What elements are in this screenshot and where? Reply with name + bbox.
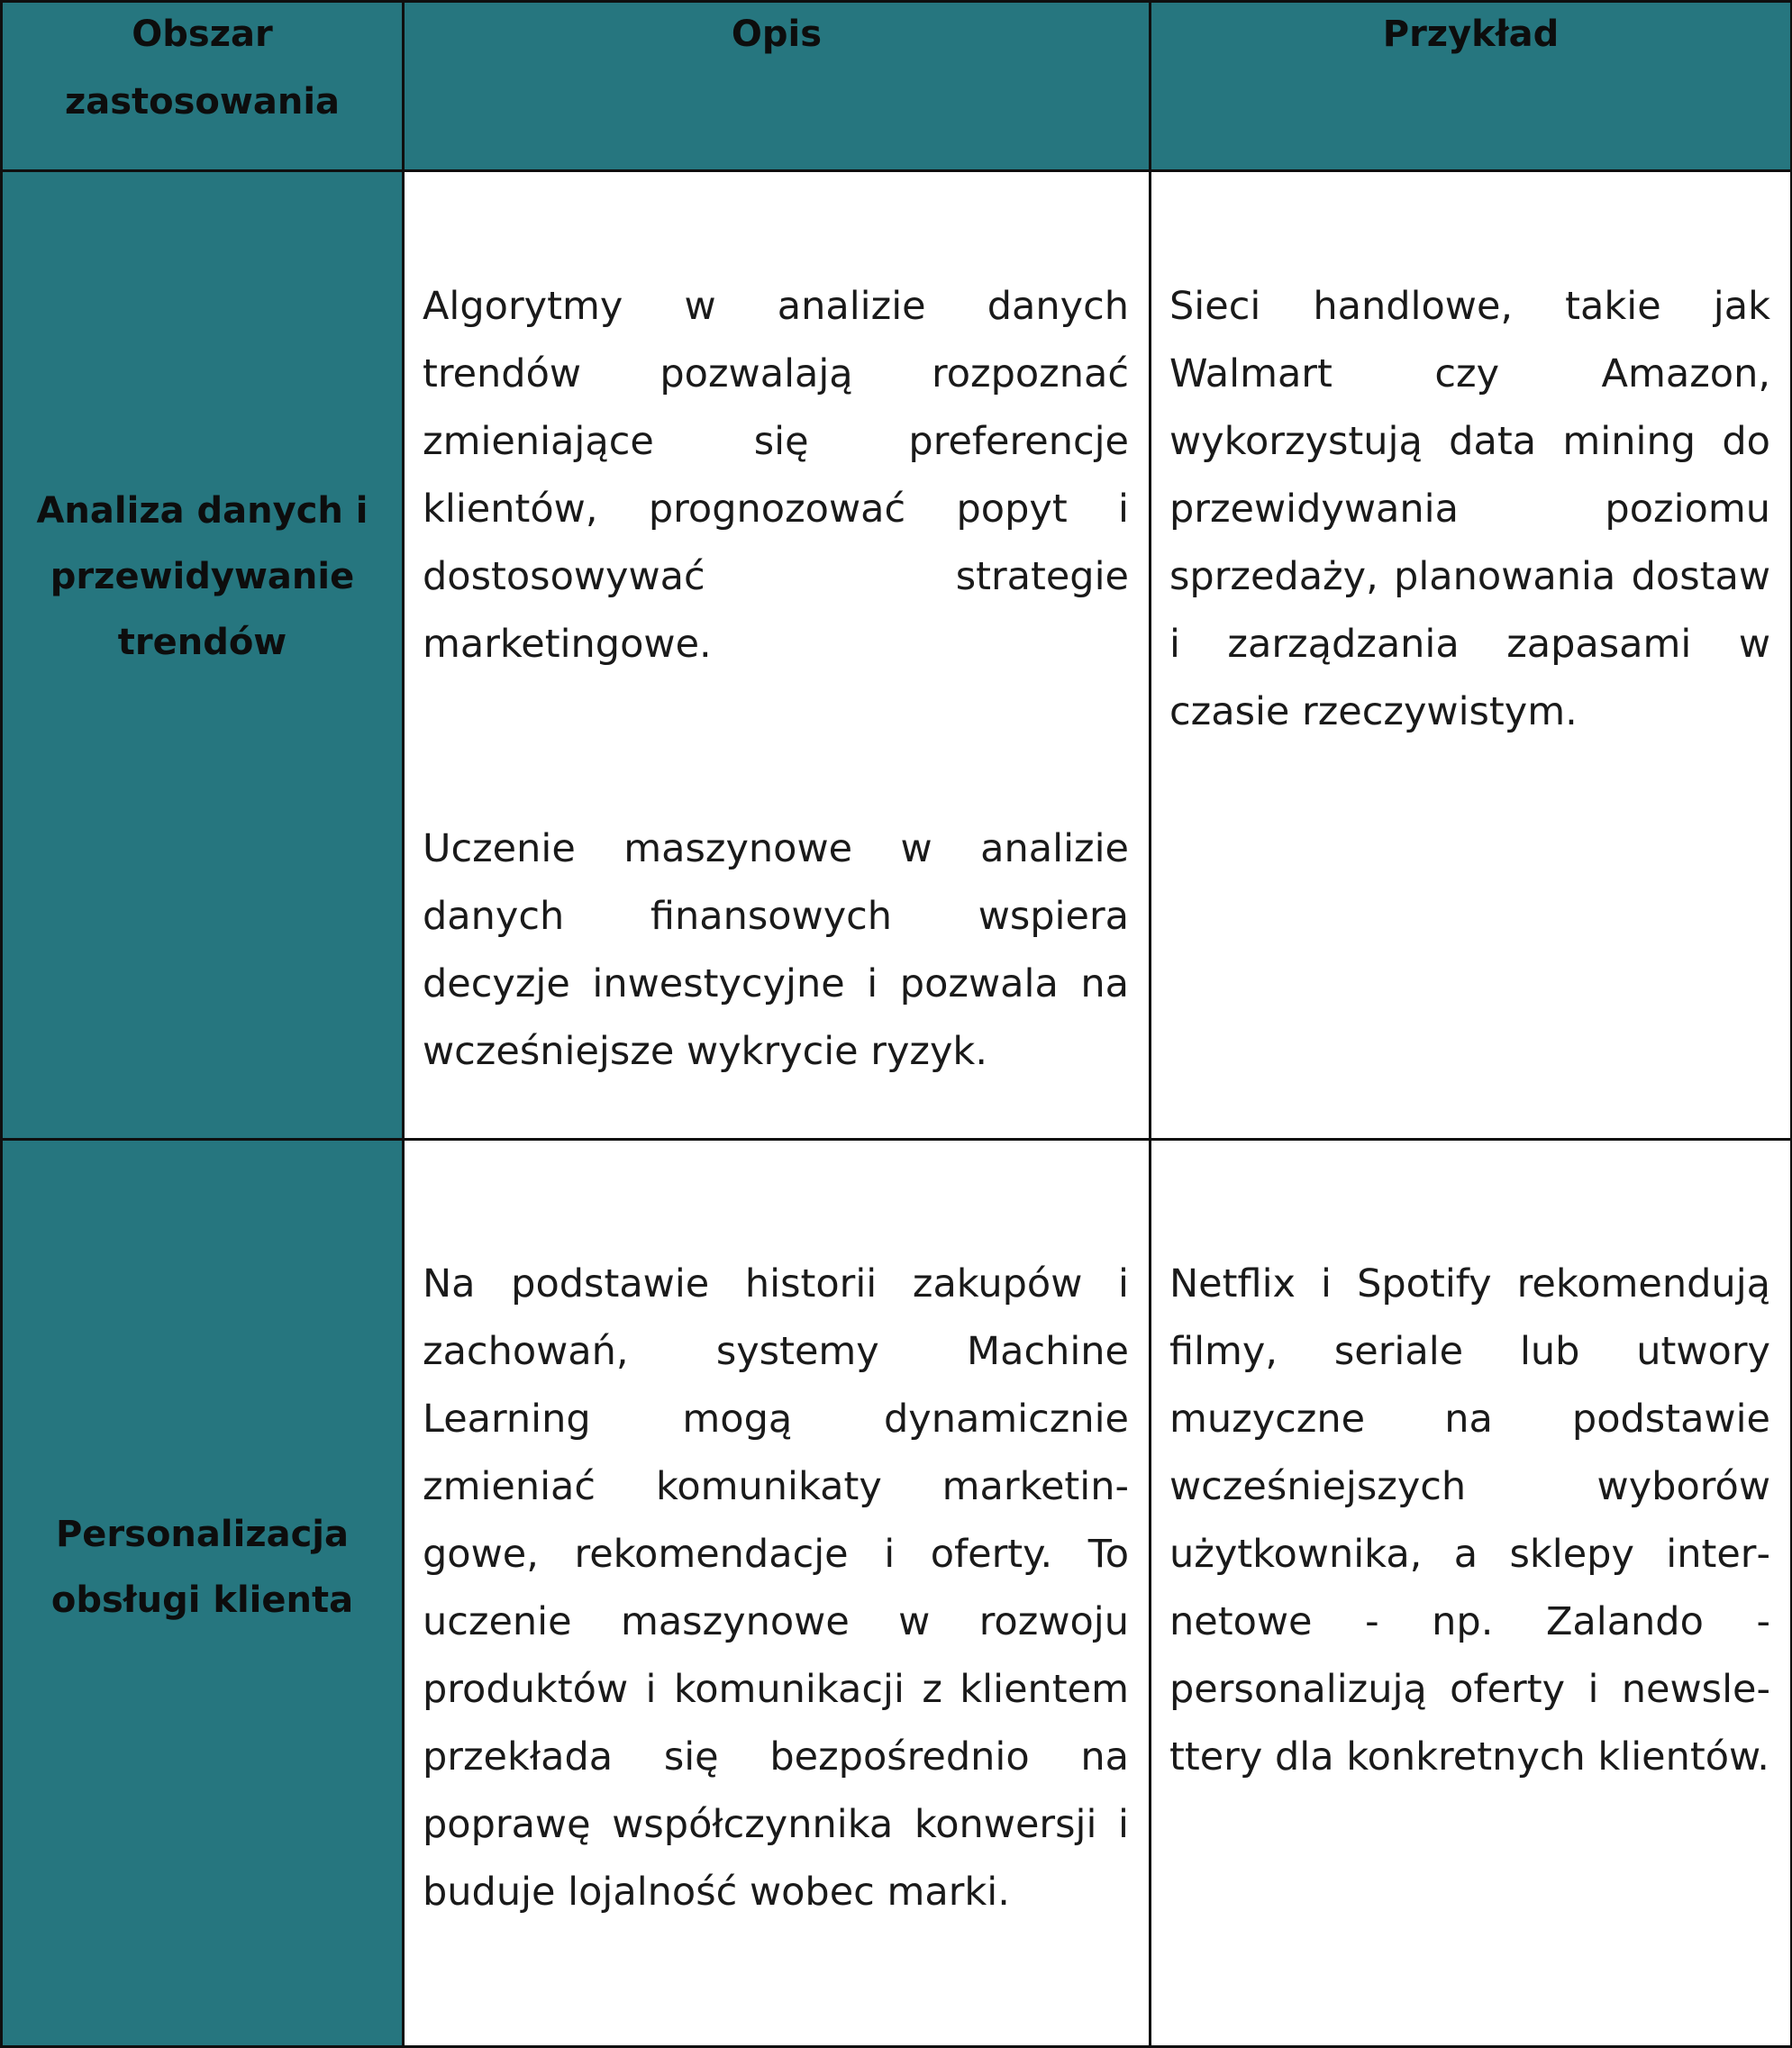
- description-paragraph: Uczenie maszynowe w analizie danych finansowych wspiera decyzje inwestycyjne i pozwala na wcześniejsze wykrycie ryzyk.: [423, 826, 1129, 1074]
- header-example: [1151, 2, 1792, 171]
- table-row: [2, 171, 1792, 1140]
- example-cell: [1151, 1140, 1792, 2047]
- header-area-label: Obszar zastosowania: [64, 14, 341, 123]
- description-cell: [404, 171, 1151, 1140]
- area-cell: [2, 171, 404, 1140]
- example-paragraph: Netflix i Spotify rekomendują filmy, seriale lub utwory muzyczne na podstawie wcześniejszych wyborów użytkownika, a sklepy internetowe - np. Zalando - personalizują oferty i newslettery dla konkretnych klientów.: [1169, 1261, 1770, 1779]
- header-example-label: Przykład: [1382, 14, 1560, 55]
- area-label: Personalizacja obsługi klienta: [50, 1514, 354, 1621]
- description-paragraph: Na podstawie historii zakupów i zachowań, systemy Machine Learning mogą dynamicznie zmieniać komunikaty marketingowe, rekomendacje i oferty. To uczenie maszynowe w rozwoju produktów i komunikacji z klientem przekłada się bezpośrednio na poprawę współczynnika konwersji i buduje lojalność wobec marki.: [423, 1261, 1129, 1915]
- table-row: [2, 1140, 1792, 2047]
- example-paragraph: Sieci handlowe, takie jak Walmart czy Amazon, wykorzystują data mining do przewidywania poziomu sprzedaży, planowania dostaw i zarządzania zapasami w czasie rzeczywistym.: [1169, 284, 1770, 734]
- description-paragraph: Algorytmy w analizie danych trendów pozwalają rozpoznać zmieniające się preferencje klientów, prognozować popyt i dostosowywać strategie marketingowe.: [423, 284, 1129, 667]
- example-cell: [1151, 171, 1792, 1140]
- header-area: [2, 2, 404, 171]
- header-description: [404, 2, 1151, 171]
- table-header-row: [2, 2, 1792, 171]
- area-label: Analiza danych i przewidywanie trendów: [36, 490, 368, 663]
- description-cell: [404, 1140, 1151, 2047]
- header-description-label: Opis: [731, 14, 823, 55]
- area-cell: [2, 1140, 404, 2047]
